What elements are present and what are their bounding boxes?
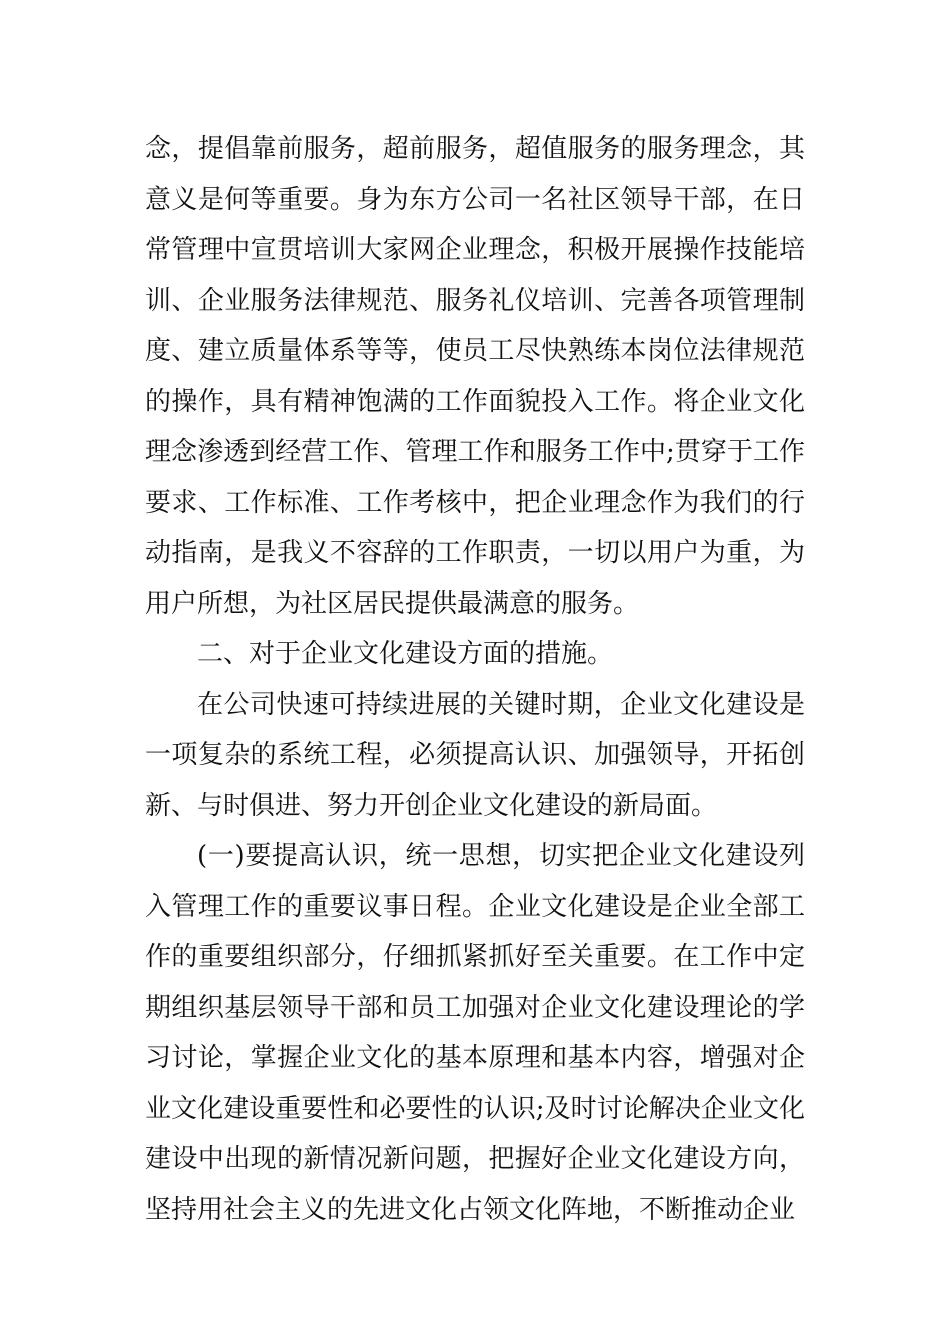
section-heading-measures: 二、对于企业文化建设方面的措施。	[197, 639, 614, 669]
paragraph-key-period: 在公司快速可持续进展的关键时期，企业文化建设是一项复杂的系统工程，必须提高认识、加强领导，开拓创新、与时俱进、努力开创企业文化建设的新局面。	[145, 689, 805, 821]
paragraph-service-philosophy: 念，提倡靠前服务，超前服务，超值服务的服务理念，其意义是何等重要。身为东方公司一名社区领导干部，在日常管理中宣贯培训大家网企业理念，积极开展操作技能培训、企业服务法律规范、服务礼仪培训、完善各项管理制度、建立质量体系等等，使员工尽快熟练本岗位法律规范的操作，具有精神饱满的工作面貌投入工作。将企业文化理念渗透到经营工作、管理工作和服务工作中;贯穿于工作要求、工作标准、工作考核中，把企业理念作为我们的行动指南，是我义不容辞的工作职责，一切以用户为重，为用户所想，为社区居民提供最满意的服务。	[145, 134, 805, 619]
paragraph-raise-awareness: (一)要提高认识，统一思想，切实把企业文化建设列入管理工作的重要议事日程。企业文化建设是企业全部工作的重要组织部分，仔细抓紧抓好至关重要。在工作中定期组织基层领导干部和员工加强对企业文化建设理论的学习讨论，掌握企业文化的基本原理和基本内容，增强对企业文化建设重要性和必要性的认识;及时讨论解决企业文化建设中出现的新情况新问题，把握好企业文化建设方向，坚持用社会主义的先进文化占领文化阵地，不断推动企业	[145, 841, 805, 1225]
document-body	[145, 124, 805, 1235]
